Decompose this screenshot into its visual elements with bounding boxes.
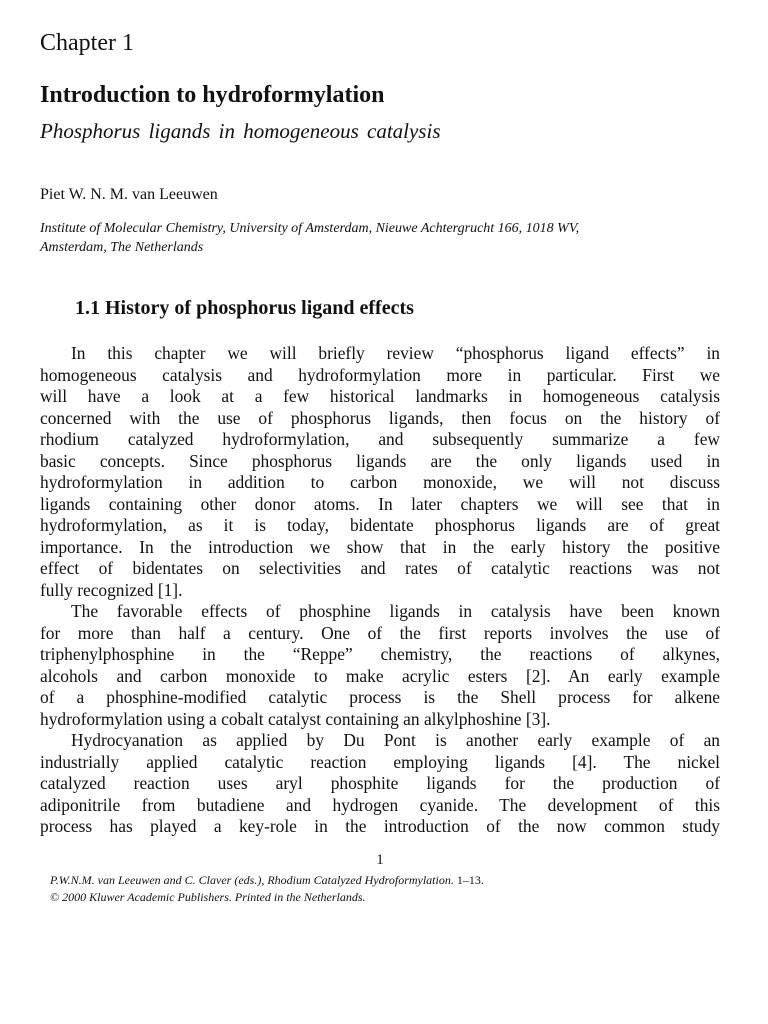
body-line: will have a look at a few historical landmarks in homogeneous catalysis	[40, 386, 720, 406]
body-line: adiponitrile from butadiene and hydrogen cyanide. The development of this	[40, 794, 720, 815]
body-line: hydroformylation in addition to carbon monoxide, we will not discuss	[40, 472, 720, 492]
footer-page-range: 1–13.	[456, 873, 484, 887]
body-line: alcohols and carbon monoxide to make acrylic esters [2]. An early example	[40, 665, 720, 686]
chapter-title: Introduction to hydroformylation	[40, 82, 385, 108]
footer-copyright: © 2000 Kluwer Academic Publishers. Printed in the Netherlands.	[50, 890, 366, 904]
affiliation-line: Institute of Molecular Chemistry, University of Amsterdam, Nieuwe Achtergrucht 166, 1018 WV,	[40, 221, 580, 236]
body-line: hydroformylation, as it is today, bidentate phosphorus ligands are of great	[40, 515, 720, 535]
footer-citation-text: P.W.N.M. van Leeuwen and C. Claver (eds.), Rhodium Catalyzed Hydroformylation.	[50, 873, 454, 887]
book-page	[40, 0, 720, 1024]
body-line: In this chapter we will briefly review “phosphorus ligand effects” in	[71, 343, 720, 363]
chapter-label: Chapter 1	[40, 30, 134, 56]
body-line: of a phosphine-modified catalytic process is the Shell process for alkene	[40, 687, 720, 707]
section-heading: 1.1 History of phosphorus ligand effects	[75, 297, 414, 319]
body-line: for more than half a century. One of the first reports involves the use of	[40, 622, 720, 643]
body-line: Hydrocyanation as applied by Du Pont is another early example of an	[71, 730, 720, 750]
body-line: industrially applied catalytic reaction employing ligands [4]. The nickel	[40, 751, 720, 772]
author-affiliation	[40, 219, 736, 257]
body-line: catalyzed reaction uses aryl phosphite ligands for the production of	[40, 773, 720, 793]
body-line: fully recognized [1].	[40, 579, 183, 600]
body-line: process has played a key-role in the introduction of the now common study	[40, 816, 720, 836]
footer-citation	[50, 872, 484, 906]
body-line: concerned with the use of phosphorus ligands, then focus on the history of	[40, 407, 720, 428]
author-name: Piet W. N. M. van Leeuwen	[40, 186, 218, 203]
body-line: hydroformylation using a cobalt catalyst containing an alkylphoshine [3].	[40, 708, 551, 729]
body-line: importance. In the introduction we show that in the early history the positive	[40, 536, 720, 557]
body-line: rhodium catalyzed hydroformylation, and subsequently summarize a few	[40, 429, 720, 449]
chapter-subtitle: Phosphorus ligands in homogeneous catalysis	[40, 119, 441, 143]
body-text	[40, 343, 720, 838]
body-line: basic concepts. Since phosphorus ligands are the only ligands used in	[40, 450, 720, 471]
body-line: triphenylphosphine in the “Reppe” chemistry, the reactions of alkynes,	[40, 644, 720, 664]
affiliation-line: Amsterdam, The Netherlands	[40, 240, 204, 255]
page-number: 1	[376, 852, 384, 868]
body-line: homogeneous catalysis and hydroformylation more in particular. First we	[40, 364, 720, 385]
body-line: ligands containing other donor atoms. In later chapters we will see that in	[40, 493, 720, 514]
body-line: effect of bidentates on selectivities and rates of catalytic reactions was not	[40, 558, 720, 578]
body-line: The favorable effects of phosphine ligands in catalysis have been known	[71, 601, 720, 621]
